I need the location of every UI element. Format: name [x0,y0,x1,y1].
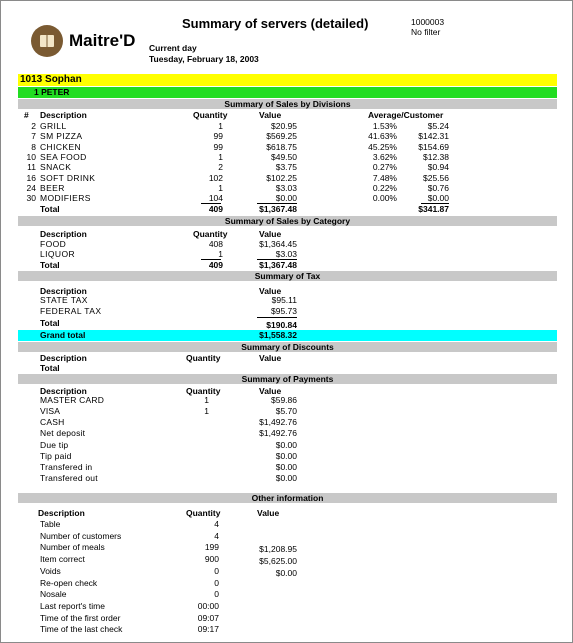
tax-desc: FEDERAL TAX [40,306,102,316]
other-qty: 00:00 [197,600,219,611]
other-qty: 0 [214,577,219,588]
category-desc-header: Description [40,229,87,239]
payment-value: $0.00 [275,440,297,450]
division-desc: SOFT DRINK [40,172,96,183]
division-avg: $12.38 [423,151,449,162]
discounts-qty-header: Quantity [186,353,221,363]
division-num: 30 [26,193,36,204]
division-num: 10 [26,151,36,162]
division-value: $49.50 [271,151,297,162]
payment-value: $0.00 [275,462,297,472]
tax-desc-header: Description [40,286,87,296]
payments-desc-header: Description [40,386,87,396]
other-desc: Table [40,519,61,529]
division-num: 8 [31,141,36,152]
report-id: 1000003 [411,17,445,27]
discounts-total-label: Total [40,363,60,373]
division-qty: 104 [208,193,223,204]
payment-qty: 1 [204,395,209,405]
col-qty-header: Quantity [193,110,228,120]
server-bar [18,74,557,86]
divisions-total-value: $1,367.48 [259,204,297,214]
payment-desc: Transfered out [40,473,98,483]
other-desc-header: Description [38,508,85,518]
other-qty: 4 [214,530,219,541]
report-title: Summary of servers (detailed) [182,16,369,31]
divisions-total-label: Total [40,204,60,214]
other-section-header: Other information [18,493,557,503]
division-value: $102.25 [266,172,297,183]
other-desc: Time of the first order [40,612,121,623]
division-pct: 7.48% [372,172,397,183]
discounts-desc-header: Description [40,353,87,363]
sub-server-bar [18,87,557,98]
payment-desc: CASH [40,417,65,427]
division-avg: $25.56 [423,172,449,183]
division-num: 24 [26,182,36,193]
division-avg: $0.76 [427,182,449,193]
division-qty: 1 [218,182,223,193]
division-pct: 0.27% [372,162,397,173]
payments-value-header: Value [259,386,282,396]
tax-value-header: Value [259,286,282,296]
division-value: $20.95 [271,121,297,131]
payment-value: $5.70 [275,406,297,416]
other-value: $1,208.95 [259,544,297,555]
category-value: $3.03 [275,249,297,260]
other-desc: Number of customers [40,530,122,541]
tax-total-label: Total [40,318,60,328]
payment-desc: Transfered in [40,462,93,472]
other-value: $0.00 [275,567,297,578]
payment-value: $1,492.76 [259,417,297,427]
tax-desc: STATE TAX [40,295,88,305]
grand-total-label: Grand total [40,330,86,340]
division-avg: $5.24 [427,121,449,131]
division-qty: 102 [208,172,223,183]
category-qty: 1 [218,249,223,260]
category-qty: 408 [208,239,223,249]
col-value-header: Value [259,110,282,120]
other-qty: 09:07 [197,612,219,623]
other-qty: 4 [214,519,219,529]
report-date: Tuesday, February 18, 2003 [149,54,259,64]
payment-value: $1,492.76 [259,428,297,438]
tax-value: $95.73 [271,306,297,316]
category-total-label: Total [40,260,60,270]
division-avg: $154.69 [418,141,449,152]
division-desc: BEER [40,182,65,193]
grand-total-bar [18,330,557,341]
maitred-logo-icon [31,25,63,57]
division-qty: 99 [213,141,223,152]
division-qty: 99 [213,131,223,142]
other-qty: 09:17 [197,624,219,635]
division-desc: MODIFIERS [40,193,91,204]
division-value: $569.25 [266,131,297,142]
divisions-total-avg: $341.87 [418,204,449,214]
other-desc: Number of meals [40,542,105,553]
division-desc: SEA FOOD [40,151,87,162]
other-desc: Last report's time [40,600,105,611]
payment-value: $59.86 [271,395,297,405]
category-desc: FOOD [40,239,67,249]
other-desc: Item correct [40,554,85,565]
other-desc: Nosale [40,589,67,600]
division-num: 11 [27,162,36,173]
payment-desc: MASTER CARD [40,395,105,405]
divisions-section-header: Summary of Sales by Divisions [18,99,557,109]
payment-desc: Due tip [40,440,69,450]
divisions-total-qty: 409 [208,204,223,214]
division-avg: $142.31 [418,131,449,142]
division-num: 7 [31,131,36,142]
payments-section-header: Summary of Payments [18,374,557,384]
payment-desc: Tip paid [40,451,72,461]
discounts-value-header: Value [259,353,282,363]
other-qty: 0 [214,589,219,600]
division-num: 16 [26,172,36,183]
payment-value: $0.00 [275,451,297,461]
division-pct: 3.62% [372,151,397,162]
division-pct: 1.53% [372,121,397,131]
division-desc: GRILL [40,121,67,131]
sub-server-name: 1 PETER [34,87,70,97]
discounts-section-header: Summary of Discounts [18,342,557,352]
division-value: $3.03 [275,182,297,193]
category-desc: LIQUOR [40,249,75,260]
division-pct: 0.22% [372,182,397,193]
division-value: $0.00 [275,193,297,204]
tax-value: $95.11 [271,295,297,305]
division-avg: $0.00 [427,193,449,204]
division-value: $3.75 [275,162,297,173]
division-pct: 0.00% [372,193,397,204]
division-num: 2 [31,121,36,131]
category-value: $1,364.45 [259,239,297,249]
division-pct: 45.25% [368,141,397,152]
division-desc: CHICKEN [40,141,82,152]
payment-desc: VISA [40,406,61,416]
payment-value: $0.00 [275,473,297,483]
other-desc: Re-open check [40,577,98,588]
category-section-header: Summary of Sales by Category [18,216,557,226]
other-qty: 900 [204,554,219,565]
other-desc: Voids [40,565,61,576]
division-qty: 2 [218,162,223,173]
grand-total-value: $1,558.32 [259,330,297,340]
division-pct: 41.63% [368,131,397,142]
payments-qty-header: Quantity [186,386,221,396]
filter-label: No filter [411,27,441,37]
division-avg: $0.94 [427,162,449,173]
division-qty: 1 [218,121,223,131]
logo-text: Maitre'D [69,31,136,50]
division-desc: SNACK [40,162,72,173]
other-qty: 0 [214,565,219,576]
period-label: Current day [149,43,197,53]
other-value: $5,625.00 [259,556,297,567]
col-num-header: # [24,110,29,120]
col-avg-header: Average/Customer [368,110,444,120]
category-value-header: Value [259,229,282,239]
category-qty-header: Quantity [193,229,228,239]
other-desc: Time of the last check [40,624,123,635]
category-total-qty: 409 [208,260,223,270]
division-desc: SM PIZZA [40,131,83,142]
division-value: $618.75 [266,141,297,152]
payment-qty: 1 [204,406,209,416]
other-qty: 199 [204,542,219,553]
payment-desc: Net deposit [40,428,86,438]
category-total-value: $1,367.48 [259,260,297,270]
server-name: 1013 Sophan [20,74,82,85]
division-qty: 1 [218,151,223,162]
other-value-header: Value [257,508,280,518]
tax-section-header: Summary of Tax [18,271,557,281]
tax-total-value: $190.84 [266,320,297,330]
other-qty-header: Quantity [186,508,221,518]
col-desc-header: Description [40,110,87,120]
